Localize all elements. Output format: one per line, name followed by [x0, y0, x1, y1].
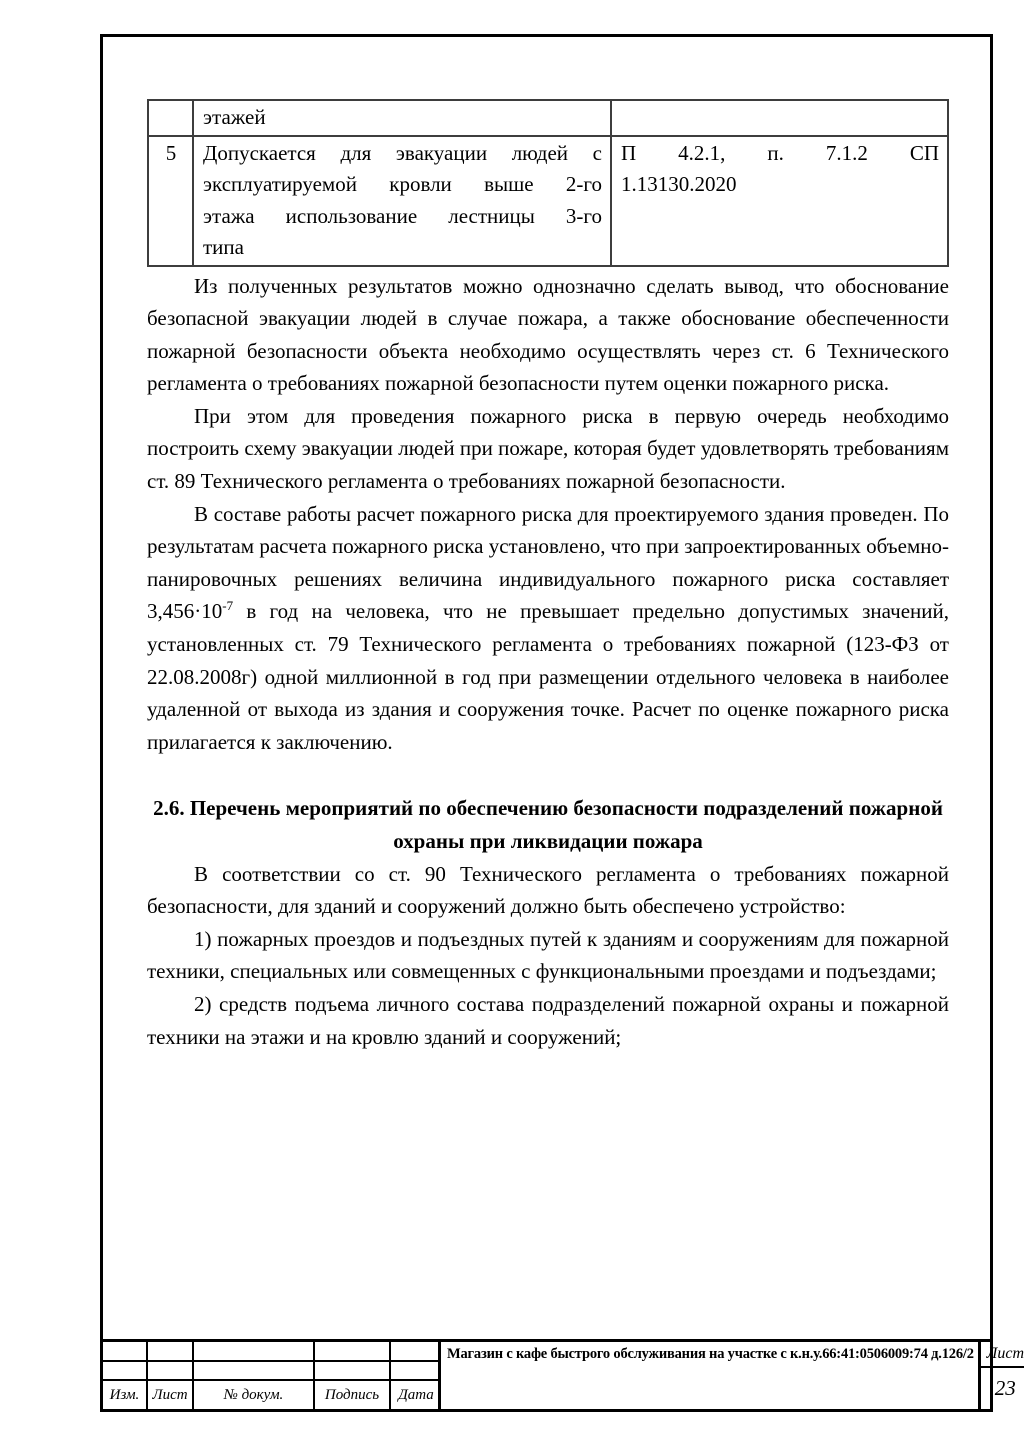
cell-data-empty — [390, 1361, 441, 1380]
table-text-line: этажей — [203, 105, 266, 129]
table-row — [148, 100, 948, 136]
cell-podpis-empty — [314, 1342, 390, 1361]
table-text-line: типа — [203, 235, 244, 259]
label-izm: Изм. — [103, 1380, 147, 1409]
sheet-column — [981, 1342, 1024, 1409]
table-text-line: этажа использование лестницы 3-го — [203, 203, 602, 228]
document-title: Магазин с кафе быстрого обслуживания на участке с к.н.у.66:41:0506009:74 д.126/2 — [441, 1342, 981, 1409]
page-content — [147, 99, 949, 1053]
title-block — [100, 1339, 1024, 1412]
cell-data-empty — [390, 1342, 441, 1361]
cell-list-empty — [147, 1361, 193, 1380]
sheet-number: 23 — [994, 1376, 1016, 1400]
cell-doc-empty — [193, 1342, 314, 1361]
reference-line: 1.13130.2020 — [621, 172, 737, 196]
risk-text-after: в год на человека, что не превышает предельно допустимых значений, установленных ст. 79 Технического регламента о требованиях пожарной (123-ФЗ от 22.08.2008г) одной миллионной в год при размещении отдельного человека в наиболее удаленной от выхода из здания и сооружения точке. Расчет по оценке пожарного риска прилагается к заключению. — [147, 599, 949, 754]
revision-row-labels — [103, 1380, 441, 1409]
table-cell-reference — [611, 100, 948, 136]
table-cell-reference — [611, 136, 948, 266]
table-cell-text — [193, 136, 611, 266]
page-frame — [100, 34, 1024, 1412]
cell-list-empty — [147, 1342, 193, 1361]
table-row — [148, 136, 948, 266]
title-block-revision-grid — [103, 1342, 441, 1409]
list-item-1: 1) пожарных проездов и подъездных путей к зданиям и сооружениям для пожарной техники, специальных или совмещенных с функциональными проездами и подъездами; — [147, 926, 949, 984]
label-data: Дата — [390, 1380, 441, 1409]
requirements-table — [147, 99, 949, 267]
list-item-2: 2) средств подъема личного состава подразделений пожарной охраны и пожарной техники на этажи и на кровлю зданий и сооружений; — [147, 991, 949, 1049]
revision-row-empty — [103, 1342, 441, 1361]
label-list: Лист — [147, 1380, 193, 1409]
table-cell-text — [193, 100, 611, 136]
paragraph-risk-calculation — [147, 498, 949, 759]
risk-text-before: В составе работы расчет пожарного риска для проектируемого здания проведен. По результатам расчета пожарного риска установлено, что при запроектированных объемно-панировочных решениях величина индивидуального пожарного риска составляет 3,456·10 — [147, 501, 949, 624]
paragraph-evacuation-scheme: При этом для проведения пожарного риска в первую очередь необходимо построить схему эвакуации людей при пожаре, которая будет удовлетворять требованиям ст. 89 Технического регламента о требованиях пожарной безопасности. — [147, 403, 949, 494]
label-doc: № докум. — [193, 1380, 314, 1409]
cell-izm-empty — [103, 1342, 147, 1361]
reference-line: П 4.2.1, п. 7.1.2 СП — [621, 140, 939, 165]
section-heading-2-6: 2.6. Перечень мероприятий по обеспечению безопасности подразделений пожарной охраны при ликвидации пожара — [153, 796, 943, 853]
paragraph-article-90: В соответствии со ст. 90 Технического регламента о требованиях пожарной безопасности, для зданий и сооружений должно быть обеспечено устройство: — [147, 861, 949, 919]
sheet-label: Лист — [981, 1342, 1024, 1368]
cell-doc-empty — [193, 1361, 314, 1380]
table-cell-number: 5 — [148, 136, 193, 266]
cell-podpis-empty — [314, 1361, 390, 1380]
risk-exponent: -7 — [222, 598, 234, 614]
label-podpis: Подпись — [314, 1380, 390, 1409]
table-cell-number — [148, 100, 193, 136]
cell-izm-empty — [103, 1361, 147, 1380]
revision-row-empty — [103, 1361, 441, 1380]
table-text-line: Допускается для эвакуации людей с — [203, 140, 602, 165]
table-text-line: эксплуатируемой кровли выше 2-го — [203, 172, 602, 196]
paragraph-conclusion: Из полученных результатов можно однозначно сделать вывод, что обоснование безопасной эвакуации людей в случае пожара, а также обоснование обеспеченности пожарной безопасности объекта необходимо осуществлять через ст. 6 Технического регламента о требованиях пожарной безопасности путем оценки пожарного риска. — [147, 273, 949, 396]
